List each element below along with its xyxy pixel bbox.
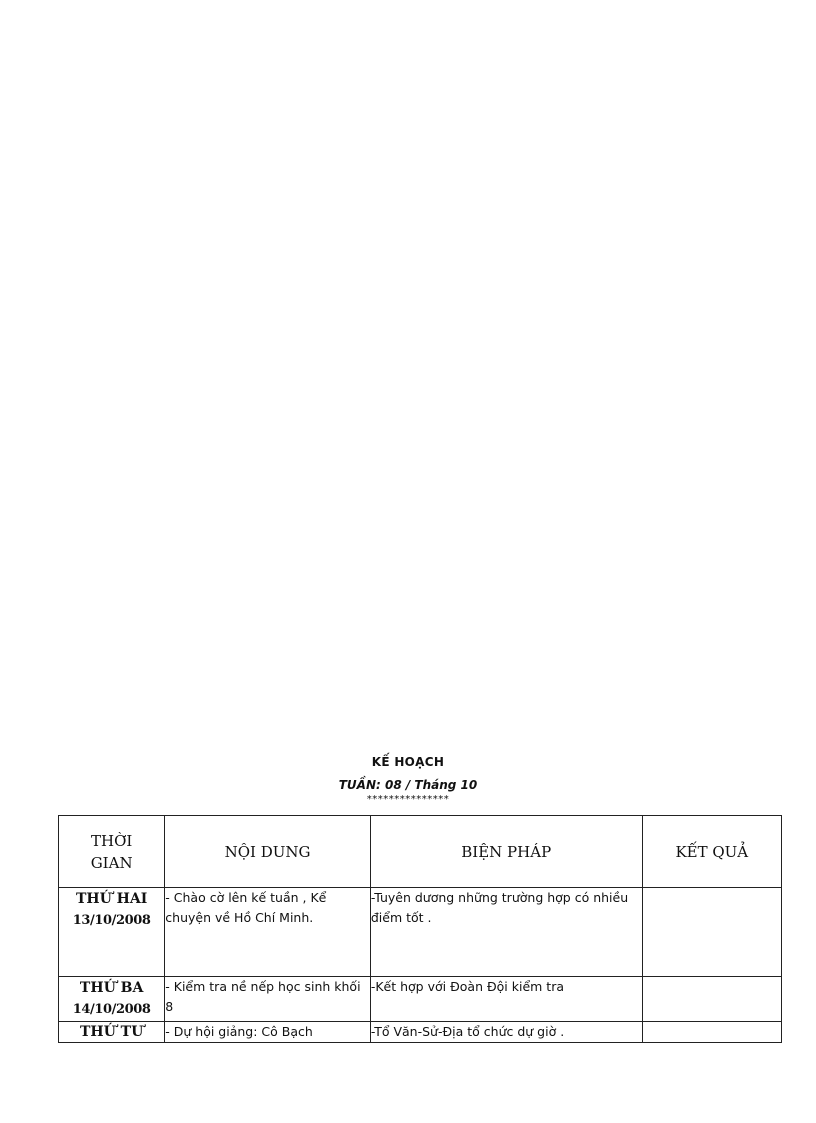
column-header-measure: BIỆN PHÁP (370, 816, 642, 888)
content-cell: - Chào cờ lên kế tuần , Kể chuyện về Hồ Chí Minh. (165, 888, 371, 977)
day-cell (59, 977, 165, 1022)
table-row (59, 977, 782, 1022)
measure-cell: -Tổ Văn-Sử-Địa tổ chức dự giờ . (370, 1022, 642, 1043)
result-cell (642, 977, 781, 1022)
table-row (59, 1022, 782, 1043)
date-label: 14/10/2008 (72, 1002, 151, 1017)
result-cell (642, 888, 781, 977)
measure-cell: -Tuyên dương những trường hợp có nhiều điểm tốt . (370, 888, 642, 977)
column-header-time: THỜI GIAN (59, 816, 165, 888)
column-header-content: NỘI DUNG (165, 816, 371, 888)
content-cell: - Dự hội giảng: Cô Bạch (165, 1022, 371, 1043)
decorative-separator: *************** (366, 794, 450, 805)
day-label: THỨ BA (79, 980, 144, 996)
week-subtitle: TUẦN: 08 / Tháng 10 (338, 778, 478, 792)
measure-cell: -Kết hợp với Đoàn Đội kiểm tra (370, 977, 642, 1022)
document-header (0, 755, 816, 805)
day-cell (59, 888, 165, 977)
column-header-result: KẾT QUẢ (642, 816, 781, 888)
day-cell (59, 1022, 165, 1043)
table-header-row (59, 816, 782, 888)
date-label: 13/10/2008 (72, 913, 151, 928)
day-label: THỨ TƯ (79, 1024, 144, 1040)
content-cell: - Kiểm tra nề nếp học sinh khối 8 (165, 977, 371, 1022)
weekly-plan-table (58, 815, 782, 1043)
result-cell (642, 1022, 781, 1043)
document-title: KẾ HOẠCH (371, 755, 445, 769)
table-row (59, 888, 782, 977)
day-label: THỨ HAI (75, 891, 148, 907)
